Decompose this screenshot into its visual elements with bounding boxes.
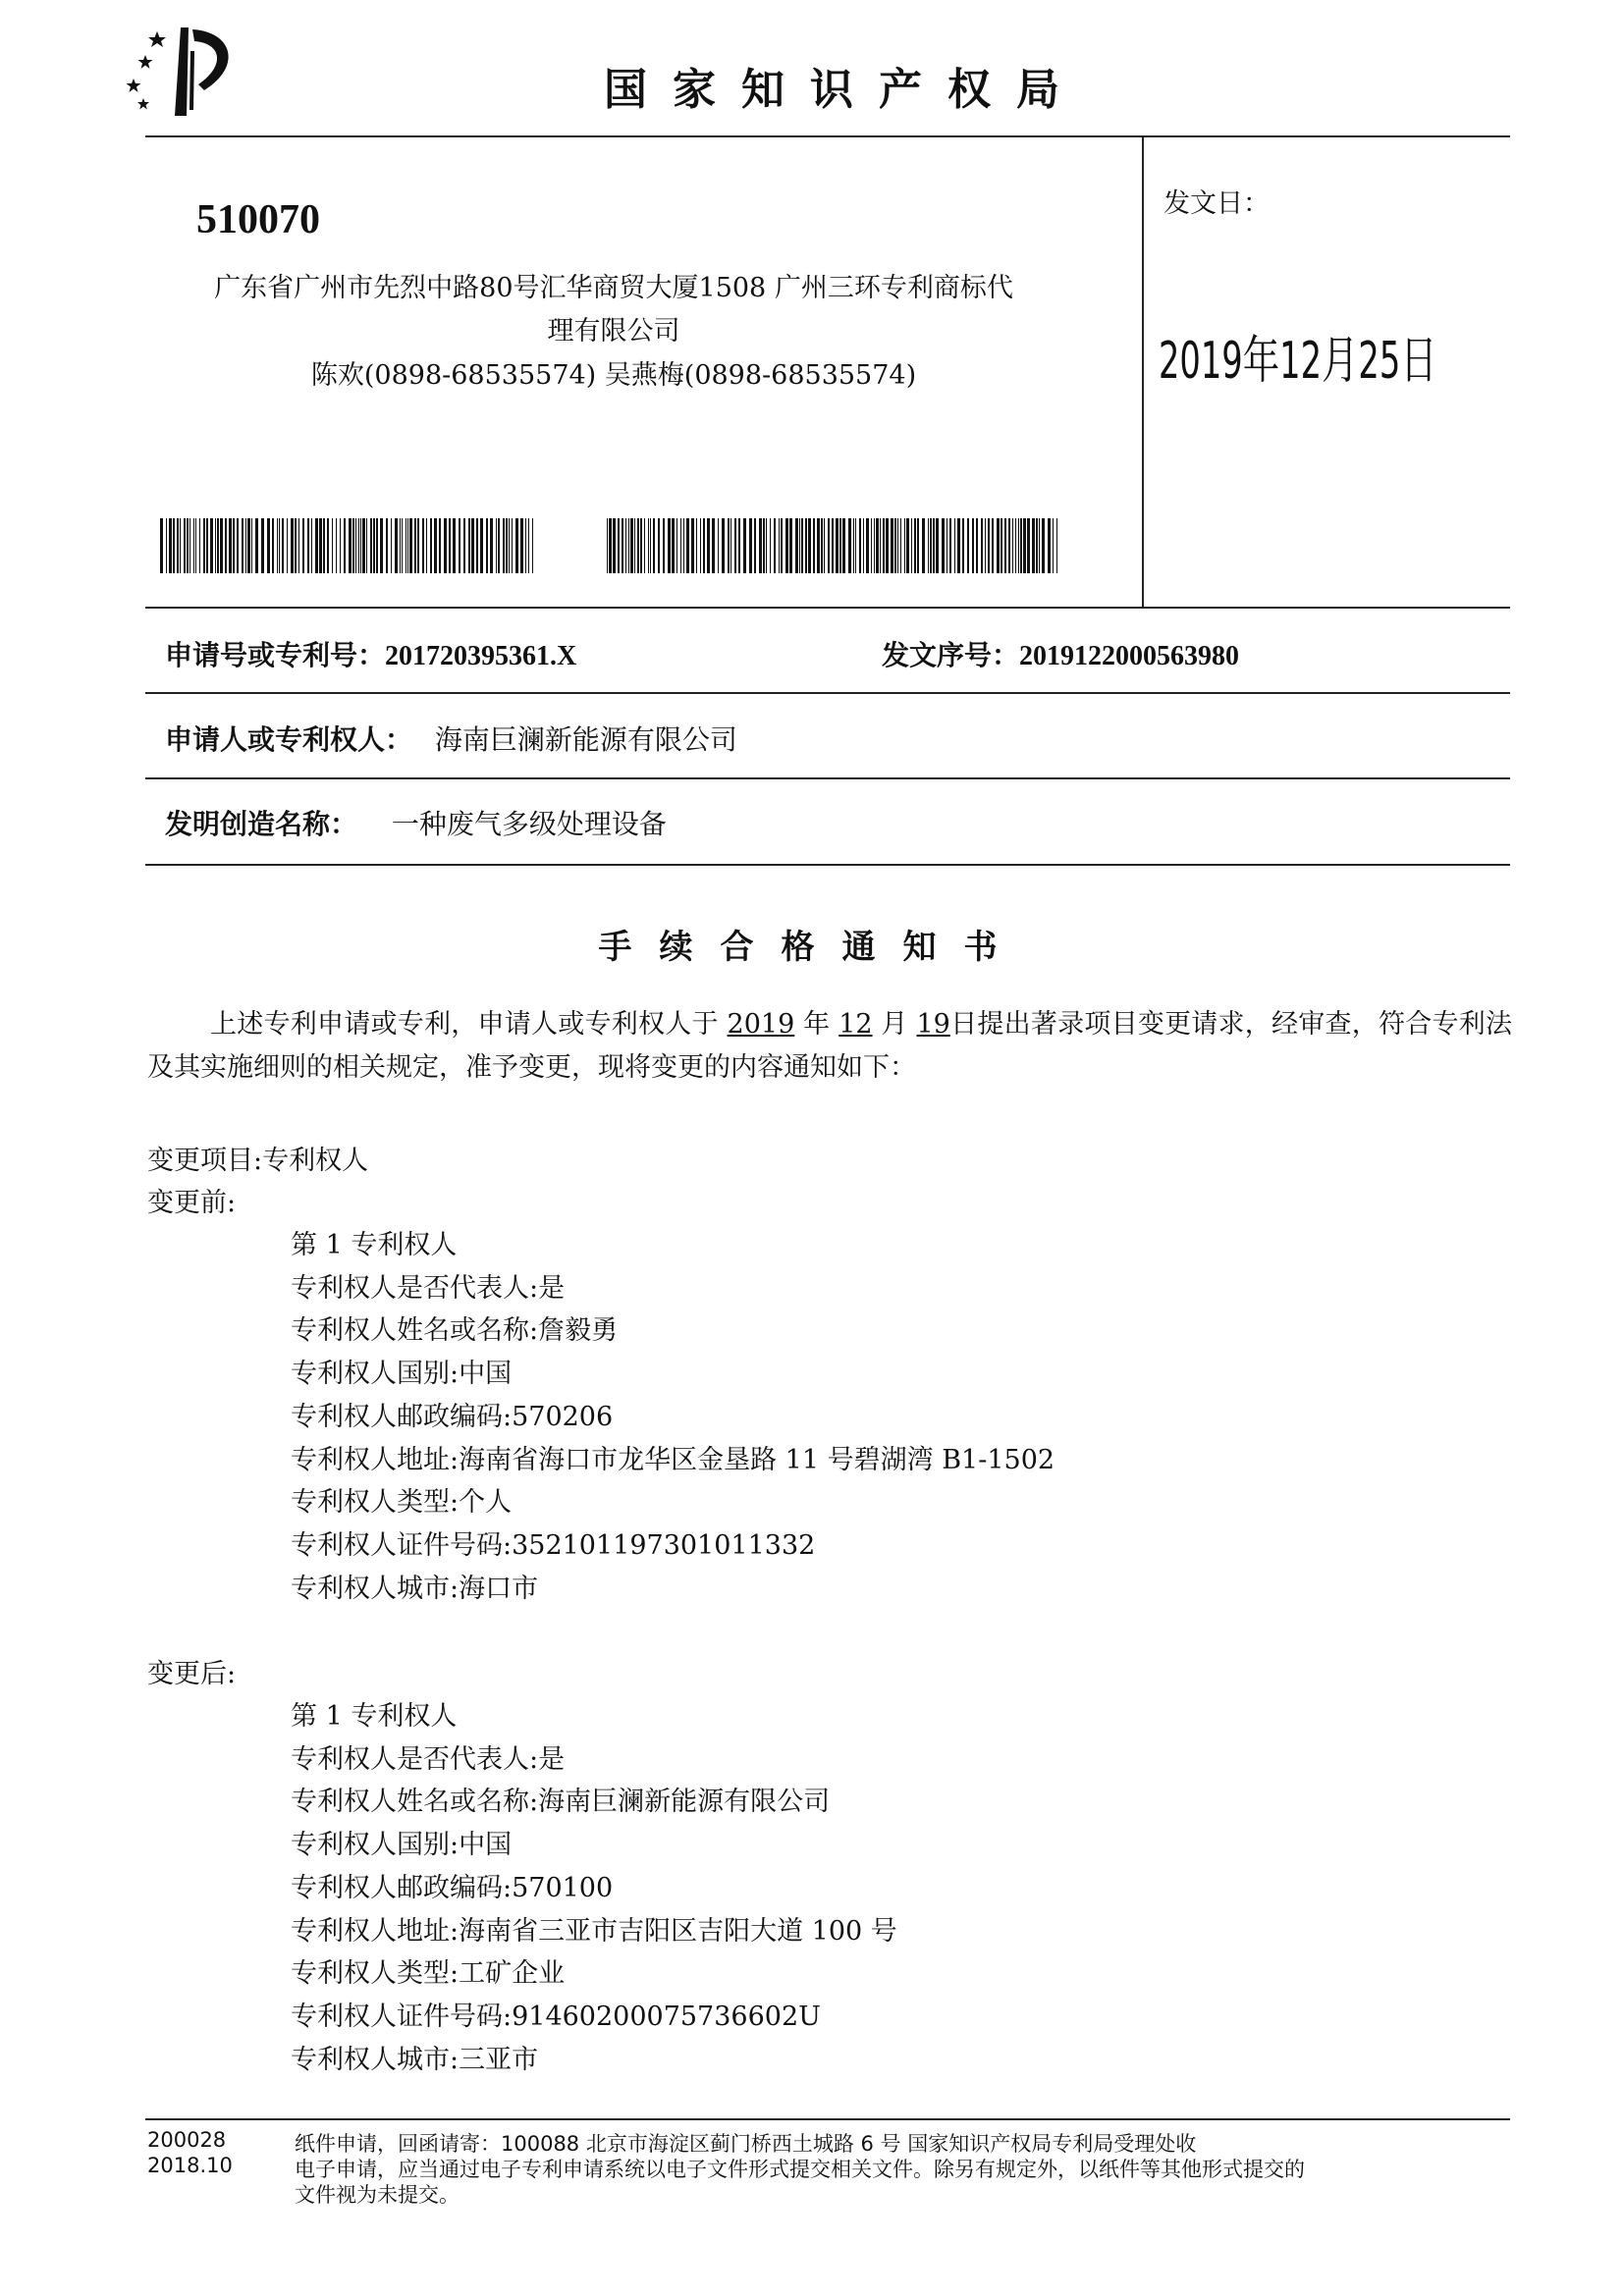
before-line: 专利权人是否代表人:是 [291,1272,566,1304]
barcode-bar [795,518,798,573]
barcode-bar [1042,518,1045,573]
barcode-bar [824,518,825,573]
barcode-bar [193,518,194,573]
barcode-bar [422,518,424,573]
barcode-bar [409,518,412,573]
barcode-bar [373,518,375,573]
barcode-bar [891,518,893,573]
barcode-bar [691,518,694,573]
barcode-bar [883,518,885,573]
applicant-value: 海南巨澜新能源有限公司 [434,723,737,756]
barcode-bar [799,518,800,573]
application-number-field [165,634,576,673]
barcode-bar [976,518,978,573]
invention-value: 一种废气多级处理设备 [391,808,667,840]
barcode-bar [785,518,788,573]
barcode-bar [525,518,526,573]
footer-line-3: 文件视为未提交。 [295,2183,460,2207]
barcode-bar [1048,518,1051,573]
barcode-bar [781,518,783,573]
barcode-bar [166,518,167,573]
footer-line-2: 电子申请，应当通过电子专利申请系统以电子文件形式提交相关文件。除另有规定外，以纸件等其他形式提交的 [295,2158,1305,2181]
barcode-bar [199,518,200,573]
barcode-bar [336,518,337,573]
barcode-bar [668,518,671,573]
barcode-bar [490,518,493,573]
barcode-bar [904,518,905,573]
barcode-bar [169,518,172,573]
applicant-label: 申请人或专利权人： [165,723,413,756]
barcode-bar [828,518,830,573]
barcode-bar [277,518,278,573]
barcode-bar [463,518,465,573]
change-item: 变更项目:专利权人 [147,1146,369,1176]
barcode-bar [866,518,869,573]
barcode-bar [859,518,861,573]
after-line: 专利权人地址:海南省三亚市吉阳区吉阳大道 100 号 [291,1915,897,1947]
invention-field [165,803,667,842]
barcode-bar [696,518,697,573]
dispatch-date-label: 发文日： [1163,188,1270,219]
form-date: 2018.10 [147,2154,233,2177]
barcode-bar [352,518,354,573]
applicant-field [165,719,737,758]
barcode-bar [1039,518,1040,573]
cnipa-logo [116,22,248,120]
barcode-bar [1018,518,1019,573]
barcode-bar [180,518,181,573]
row-divider-2 [145,777,1510,779]
barcode-bar [160,518,163,573]
barcode-bar [900,518,901,573]
barcode-bar [449,518,451,573]
barcode-bar [498,518,500,573]
before-line: 专利权人国别:中国 [291,1359,513,1390]
barcode-bar [177,518,179,573]
barcode-bar [609,518,612,573]
barcode-bar [734,518,736,573]
barcode-bar [391,518,392,573]
barcode-bar [295,518,297,573]
barcode-bar [245,518,246,573]
barcode-bar [832,518,834,573]
before-label: 变更前: [147,1188,237,1218]
barcode-bar [261,518,264,573]
barcode-bar [323,518,325,573]
barcode-bar [344,518,346,573]
barcode-bar [981,518,983,573]
before-line: 专利权人姓名或名称:詹毅勇 [291,1315,619,1347]
barcode-bar [496,518,497,573]
barcode-bar [1023,518,1026,573]
barcode-bar [340,518,341,573]
barcode-bar [319,518,322,573]
barcode-bar [886,518,889,573]
barcode-bar [774,518,776,573]
barcode-bar [349,518,352,573]
barcode-bar [471,518,474,573]
barcode-bar [743,518,746,573]
barcode-bar [630,518,633,573]
dispatch-date: 2019年12月25日 [1159,332,1437,391]
barcode-bar [930,518,932,573]
barcode-bar [853,518,854,573]
barcode-bar [417,518,419,573]
invention-label: 发明创造名称： [165,808,358,840]
barcode-bar [855,518,856,573]
barcode-bar [917,518,919,573]
barcode-bar [779,518,780,573]
barcode-bar [528,518,529,573]
para-lead: 上述专利申请或专利，申请人或专利权人于 [210,1009,719,1040]
barcode-bar [914,518,916,573]
barcode-bar [520,518,523,573]
barcode-bar [942,518,945,573]
serial-number-field [882,634,1239,673]
barcode-bar [395,518,398,573]
barcode-bar [480,518,483,573]
barcode-bar [459,518,460,573]
barcode-bar [954,518,955,573]
barcode-bar [863,518,864,573]
year-char: 年 [803,1009,831,1040]
after-line: 专利权人国别:中国 [291,1830,513,1861]
barcode-bar [189,518,190,573]
footer-divider [145,2118,1510,2120]
barcode-bar [1036,518,1038,573]
barcode-bar [291,518,294,573]
barcode-bar [712,518,715,573]
application-number-label: 申请号或专利号： [165,639,386,671]
barcode-bar [618,518,620,573]
barcode-bar [203,518,205,573]
barcode-bar [672,518,675,573]
barcode-bar [906,518,909,573]
barcode-bar [738,518,740,573]
barcode-bar [836,518,839,573]
barcode-bar [327,518,329,573]
barcode-bar [683,518,684,573]
header-divider [145,135,1510,137]
barcode-bar [434,518,437,573]
vertical-divider [1142,135,1144,609]
barcode-bar [650,518,651,573]
barcode-bar [1053,518,1054,573]
barcode-bar [430,518,432,573]
barcode-bar [206,518,208,573]
barcode-bar [173,518,175,573]
after-line: 专利权人类型:工矿企业 [291,1958,566,1990]
barcode-bar [653,518,655,573]
barcode-bar [251,518,252,573]
barcode-bar [362,518,365,573]
barcode-bar [874,518,875,573]
barcode-bar [247,518,250,573]
barcode-bar [225,518,227,573]
barcode-bar [187,518,189,573]
barcode-bar [184,518,186,573]
barcode-bar [386,518,388,573]
form-code: 200028 [147,2128,227,2152]
barcode-bar [307,518,309,573]
barcode-bar [730,518,731,573]
barcode-bar [805,518,807,573]
barcode-bar [718,518,719,573]
barcode-bar [911,518,912,573]
barcode-bar [928,518,929,573]
barcode-bar [821,518,823,573]
barcode-bar [933,518,935,573]
before-line: 专利权人证件号码:352101197301011332 [291,1529,816,1561]
barcode-bar [728,518,730,573]
barcode-bar [749,518,752,573]
barcode-bar [936,518,939,573]
barcode-bar [233,518,235,573]
barcode-bar [255,518,258,573]
barcode-bar [302,518,304,573]
barcode-bar [1004,518,1006,573]
barcode-bar [279,518,280,573]
before-line: 专利权人邮政编码:570206 [291,1401,614,1432]
after-line: 专利权人城市:三亚市 [291,2044,539,2075]
barcode-bar [988,518,990,573]
barcode-bar [770,518,771,573]
barcode-bar [676,518,677,573]
before-line: 专利权人地址:海南省海口市龙华区金垦路 11 号碧湖湾 B1-1502 [291,1444,1055,1475]
office-title: 国家知识产权局 [604,65,1085,115]
barcode-bar [763,518,765,573]
after-line: 第 1 专利权人 [291,1701,458,1732]
application-number-value: 201720395361.X [385,641,577,671]
month-char: 月 [881,1009,908,1040]
barcode-bar [962,518,964,573]
barcode-bar [722,518,725,573]
barcode-bar [1020,518,1022,573]
barcode-bar [210,518,213,573]
barcode-bar [686,518,689,573]
barcode-bar [1008,518,1010,573]
row-divider-1 [145,692,1510,694]
address-line-2: 理有限公司 [547,316,680,347]
barcode-bar [426,518,427,573]
barcode-bar [1015,518,1016,573]
barcode-bar [985,518,986,573]
barcode-bar [813,518,815,573]
barcode-bar [512,518,513,573]
serial-number-value: 2019122000563980 [1019,641,1240,671]
barcode-bar [876,518,879,573]
barcode-bar [1027,518,1030,573]
barcode-bar [444,518,447,573]
address-line-1: 广东省广州市先烈中路80号汇华商贸大厦1508 广州三环专利商标代 [214,273,1013,303]
barcode-bar [766,518,767,573]
notice-title: 手续合格通知书 [598,928,1025,967]
barcode-bar [1056,518,1057,573]
barcode-bar [622,518,623,573]
barcode-bar [298,518,299,573]
barcode-bar [801,518,803,573]
barcode-bar [628,518,629,573]
barcode-bar [229,518,232,573]
after-list [291,1695,897,2081]
barcode-bar [663,518,665,573]
barcode-bar [453,518,456,573]
barcode-bar [957,518,960,573]
after-line: 专利权人姓名或名称:海南巨澜新能源有限公司 [291,1787,831,1818]
barcode-bar [486,518,488,573]
request-month: 12 [839,1009,873,1040]
barcode-bar [637,518,639,573]
barcode-bar [839,518,841,573]
barcode-bar [644,518,645,573]
barcode-bar [272,518,274,573]
barcode-bar [468,518,470,573]
before-line: 专利权人类型:个人 [291,1487,513,1519]
barcode-bar [515,518,518,573]
barcode-bar [1032,518,1035,573]
barcode-bar [625,518,626,573]
barcode-bar [267,518,270,573]
barcode-bar [195,518,196,573]
barcode-bar [366,518,367,573]
barcode-bar [376,518,378,573]
barcode-bar [817,518,820,573]
barcode-bar [287,518,288,573]
after-label: 变更后: [147,1659,237,1689]
barcode-bar [315,518,318,573]
barcode-bar [707,518,710,573]
before-list [291,1224,1055,1610]
barcode-bar [967,518,969,573]
row-divider-3 [145,864,1510,866]
barcode-bar [997,518,1000,573]
after-line: 专利权人证件号码:91460200075736602U [291,2001,821,2032]
barcode-bar [759,518,762,573]
barcode-bar [402,518,403,573]
barcode-bar [658,518,660,573]
barcode-bar [613,518,616,573]
barcode-bar [439,518,441,573]
barcode-bar [848,518,851,573]
barcode-bar [332,518,333,573]
barcode-bar [789,518,792,573]
barcode-bar [355,518,356,573]
barcode-bar [922,518,925,573]
barcode-bar [992,518,994,573]
barcode-bar [220,518,223,573]
barcode-bar [634,518,635,573]
barcode-bar [880,518,881,573]
barcode-bar [949,518,951,573]
barcode-bar [282,518,284,573]
after-line: 专利权人是否代表人:是 [291,1743,566,1775]
barcode-bar [358,518,359,573]
barcode-bar [370,518,372,573]
barcode-bar [754,518,756,573]
notice-paragraph [147,1003,1512,1090]
barcode-bar [808,518,811,573]
before-line: 专利权人城市:海口市 [291,1573,539,1604]
barcode-bar [509,518,510,573]
barcode-bar [532,518,533,573]
barcode-bar [476,518,478,573]
barcode-bar [871,518,872,573]
postcode: 510070 [196,197,320,242]
barcode-right [607,518,1058,573]
barcode-bar [311,518,312,573]
barcode-left [160,518,533,573]
barcode-bar [703,518,705,573]
barcode-bar [400,518,401,573]
barcode-bar [506,518,508,573]
contacts: 陈欢(0898-68535574) 吴燕梅(0898-68535574) [310,360,917,391]
request-year: 2019 [727,1009,795,1040]
barcode-bar [607,518,608,573]
request-day: 19 [916,1009,950,1040]
barcode-bar [242,518,243,573]
serial-number-label: 发文序号： [882,639,1020,671]
barcode-bar [842,518,845,573]
barcode-bar [640,518,642,573]
barcode-bar [380,518,383,573]
after-line: 专利权人邮政编码:570100 [291,1872,614,1903]
addressee-divider [145,607,1510,609]
barcode-bar [972,518,974,573]
para-rest: 日提出著录项目变更请求，经审查，符合专利法及其实施细则的相关规定，准予变更，现将变更的内容通知如下： [147,1009,1513,1083]
barcode-bar [215,518,216,573]
barcode-bar [897,518,898,573]
barcode-bar [648,518,649,573]
barcode-bar [700,518,701,573]
barcode-bar [503,518,505,573]
before-line: 第 1 专利权人 [291,1230,458,1260]
barcode-bar [414,518,416,573]
barcode-bar [217,518,219,573]
barcode-bar [360,518,361,573]
barcode-bar [1012,518,1013,573]
footer-line-1: 纸件申请，回函请寄：100088 北京市海淀区蓟门桥西土城路 6 号 国家知识产权局专利局受理处收 [295,2132,1197,2156]
barcode-bar [894,518,896,573]
barcode-bar [1001,518,1002,573]
barcode-bar [237,518,239,573]
barcode-bar [407,518,408,573]
barcode-bar [680,518,681,573]
